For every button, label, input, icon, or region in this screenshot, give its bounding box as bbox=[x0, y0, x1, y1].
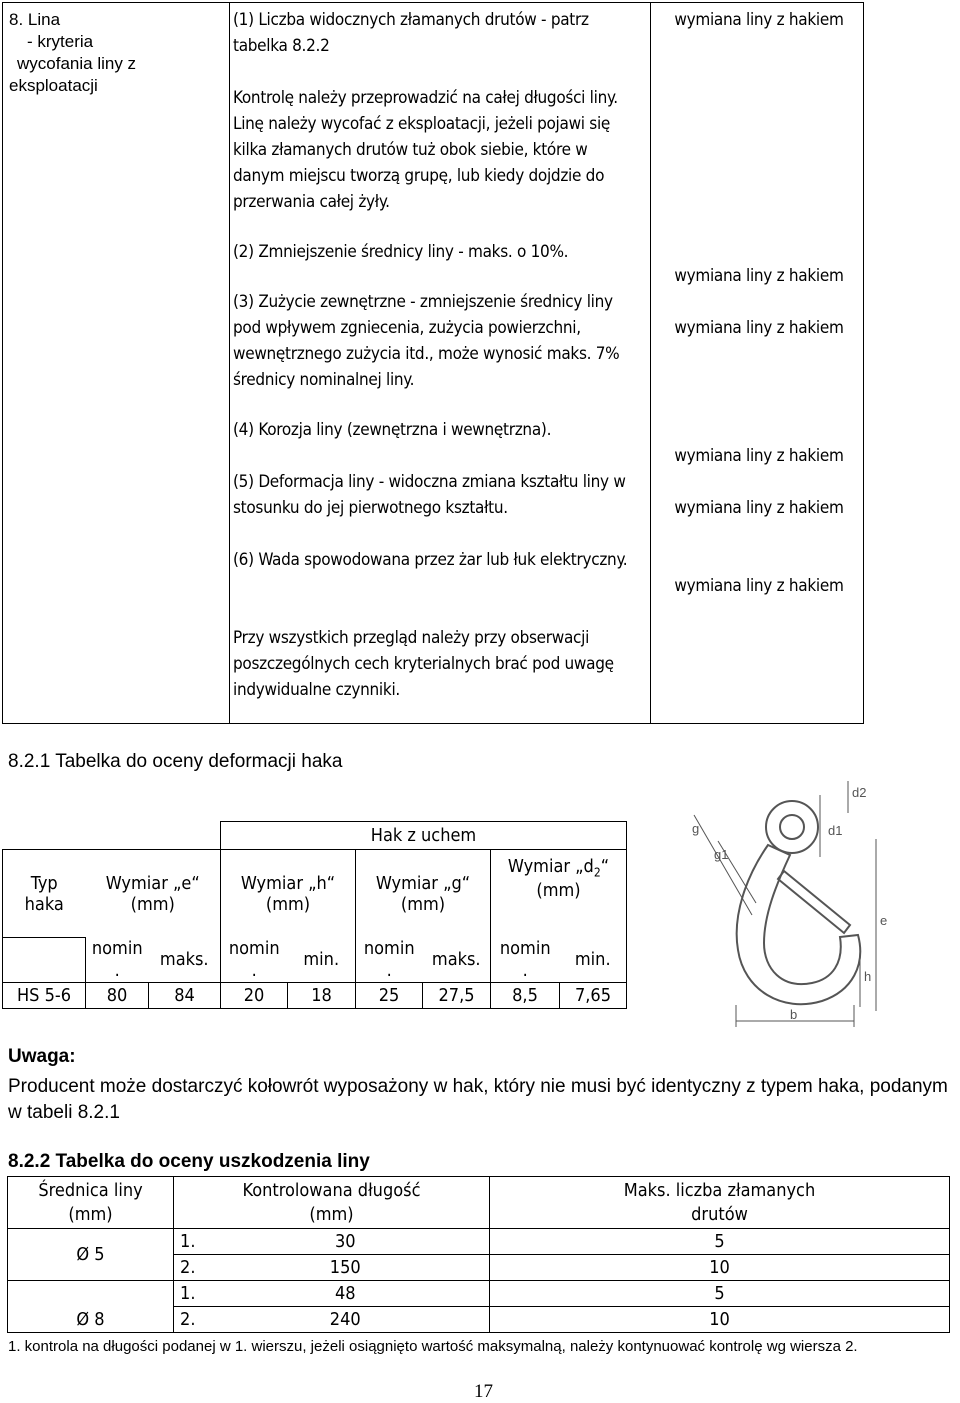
hook-body bbox=[737, 845, 861, 1004]
criteria-title-line: eksploatacji bbox=[9, 76, 98, 95]
length-header: Kontrolowana długość (mm) bbox=[174, 1177, 490, 1229]
col-g-label: Wymiar „g“ bbox=[375, 872, 471, 894]
table-cell: 80 bbox=[86, 982, 149, 1008]
hook-diagram bbox=[672, 775, 892, 1035]
max-wires-cell: 5 bbox=[490, 1229, 950, 1255]
row-index: 1. bbox=[174, 1229, 202, 1255]
nominal-header: nomin . bbox=[491, 938, 560, 983]
note-text: Producent może dostarczyć kołowrót wyposażony w hak, który nie musi być identyczny z typem haka, podanym w tabeli 8.2.1 bbox=[8, 1076, 948, 1123]
row-index: 1. bbox=[174, 1281, 202, 1307]
type-header-line: haka bbox=[24, 893, 64, 915]
table-cell: 7,65 bbox=[560, 982, 627, 1008]
criteria-number: 8. Lina bbox=[9, 10, 61, 29]
criterion-4: (4) Korozja liny (zewnętrzna i wewnętrzna). bbox=[233, 420, 552, 440]
diameter-cell: Ø 5 bbox=[8, 1229, 174, 1281]
col-e-header bbox=[86, 850, 221, 938]
hook-table-heading: 8.2.1 Tabelka do oceny deformacji haka bbox=[8, 751, 343, 772]
nominal-header: nomin . bbox=[86, 938, 149, 983]
hook-eye-hole bbox=[780, 815, 804, 839]
group-header: Hak z uchem bbox=[221, 822, 627, 850]
col-h-header bbox=[221, 850, 356, 938]
criteria-title-line: - kryteria bbox=[27, 32, 94, 51]
criteria-title bbox=[9, 9, 219, 97]
nominal-header: nomin . bbox=[221, 938, 288, 983]
dim-label-g: g bbox=[692, 821, 700, 836]
criterion-2: (2) Zmniejszenie średnicy liny - maks. o 10%. bbox=[233, 242, 569, 262]
criterion-1-note: Kontrolę należy przeprowadzić na całej długości liny. Linę należy wycofać z eksploatacji, jeżeli pojawi się kilka złamanych drutów tuż obok siebie, które w danym miejscu tworzą grupę, lub kiedy dojdzie do przerwania całej żyły. bbox=[233, 88, 618, 212]
length-cell: 30 bbox=[202, 1229, 490, 1255]
table-cell: 84 bbox=[149, 982, 221, 1008]
max-header: maks. bbox=[423, 938, 491, 983]
col-g-header bbox=[356, 850, 491, 938]
hook-type-cell: HS 5-6 bbox=[3, 982, 86, 1008]
col-d2-header bbox=[491, 850, 627, 938]
table-cell: 20 bbox=[221, 982, 288, 1008]
action-text: wymiana liny z hakiem bbox=[674, 576, 844, 596]
hook-eye bbox=[766, 801, 818, 853]
criterion-6: (6) Wada spowodowana przez żar lub łuk elektryczny. bbox=[233, 550, 628, 570]
dim-label-g1: g1 bbox=[714, 847, 729, 862]
hook-latch bbox=[778, 871, 850, 933]
criterion-3: (3) Zużycie zewnętrzne - zmniejszenie średnicy liny pod wpływem zgniecenia, zużycia powierzchni, wewnętrznego zużycia itd., może wynosić maks. 7% średnicy nominalnej liny. bbox=[233, 292, 620, 390]
length-cell: 240 bbox=[202, 1307, 490, 1333]
criteria-closing-note: Przy wszystkich przegląd należy przy obserwacji poszczególnych cech kryterialnych brać pod uwagę indywidualne czynniki. bbox=[233, 628, 614, 700]
unit-label: (mm) bbox=[130, 893, 175, 915]
table-cell: 25 bbox=[356, 982, 423, 1008]
max-wires-cell: 5 bbox=[490, 1281, 950, 1307]
max-wires-cell: 10 bbox=[490, 1255, 950, 1281]
unit-label: (mm) bbox=[536, 879, 581, 901]
diameter-header: Średnica liny (mm) bbox=[8, 1177, 174, 1229]
dim-label-h: h bbox=[864, 969, 872, 984]
criteria-table bbox=[2, 2, 864, 724]
column-divider bbox=[650, 3, 651, 723]
action-text: wymiana liny z hakiem bbox=[674, 266, 844, 286]
dim-label-e: e bbox=[880, 913, 888, 928]
row-index: 2. bbox=[174, 1255, 202, 1281]
table-cell: 18 bbox=[288, 982, 356, 1008]
page-number: 17 bbox=[474, 1381, 493, 1402]
table-cell: 8,5 bbox=[491, 982, 560, 1008]
nominal-header: nomin . bbox=[356, 938, 423, 983]
max-wires-cell: 10 bbox=[490, 1307, 950, 1333]
action-text: wymiana liny z hakiem bbox=[674, 498, 844, 518]
col-d2-label: Wymiar $„d_2“$ bbox=[507, 856, 610, 880]
min-header: min. bbox=[288, 938, 356, 983]
rope-table-footnote: 1. kontrola na długości podanej w 1. wierszu, jeżeli osiągnięto wartość maksymalną, należy kontynuować kontrolę wg wiersza 2. bbox=[8, 1338, 858, 1355]
dim-label-d1: d1 bbox=[828, 823, 843, 838]
criteria-title-line: wycofania liny z bbox=[17, 54, 137, 73]
broken-wires-header: Maks. liczba złamanych drutów bbox=[490, 1177, 950, 1229]
hook-deformation-table bbox=[2, 821, 627, 1009]
action-text: wymiana liny z hakiem bbox=[674, 10, 844, 30]
length-cell: 48 bbox=[202, 1281, 490, 1307]
min-header: min. bbox=[560, 938, 627, 983]
table-cell: 27,5 bbox=[423, 982, 491, 1008]
type-header-line: Typ bbox=[30, 872, 58, 894]
unit-label: (mm) bbox=[265, 893, 311, 915]
criterion-5: (5) Deformacja liny - widoczna zmiana kształtu liny w stosunku do jej pierwotnego kształtu. bbox=[233, 472, 626, 518]
dim-label-d2: d2 bbox=[852, 785, 867, 800]
col-h-label: Wymiar „h“ bbox=[240, 872, 336, 894]
action-text: wymiana liny z hakiem bbox=[674, 446, 844, 466]
row-index: 2. bbox=[174, 1307, 202, 1333]
column-divider bbox=[229, 3, 230, 723]
col-e-label: Wymiar „e“ bbox=[105, 872, 200, 894]
rope-table-heading: 8.2.2 Tabelka do oceny uszkodzenia liny bbox=[8, 1151, 370, 1172]
type-header bbox=[3, 850, 86, 938]
length-cell: 150 bbox=[202, 1255, 490, 1281]
max-header: maks. bbox=[149, 938, 221, 983]
dim-label-b: b bbox=[790, 1007, 798, 1022]
unit-label: (mm) bbox=[400, 893, 446, 915]
rope-damage-table bbox=[7, 1176, 950, 1333]
diameter-cell: Ø 8 bbox=[8, 1281, 174, 1333]
action-text: wymiana liny z hakiem bbox=[674, 318, 844, 338]
note-heading: Uwaga: bbox=[8, 1046, 76, 1067]
criterion-1: (1) Liczba widocznych złamanych drutów - patrz tabelka 8.2.2 bbox=[233, 10, 589, 56]
